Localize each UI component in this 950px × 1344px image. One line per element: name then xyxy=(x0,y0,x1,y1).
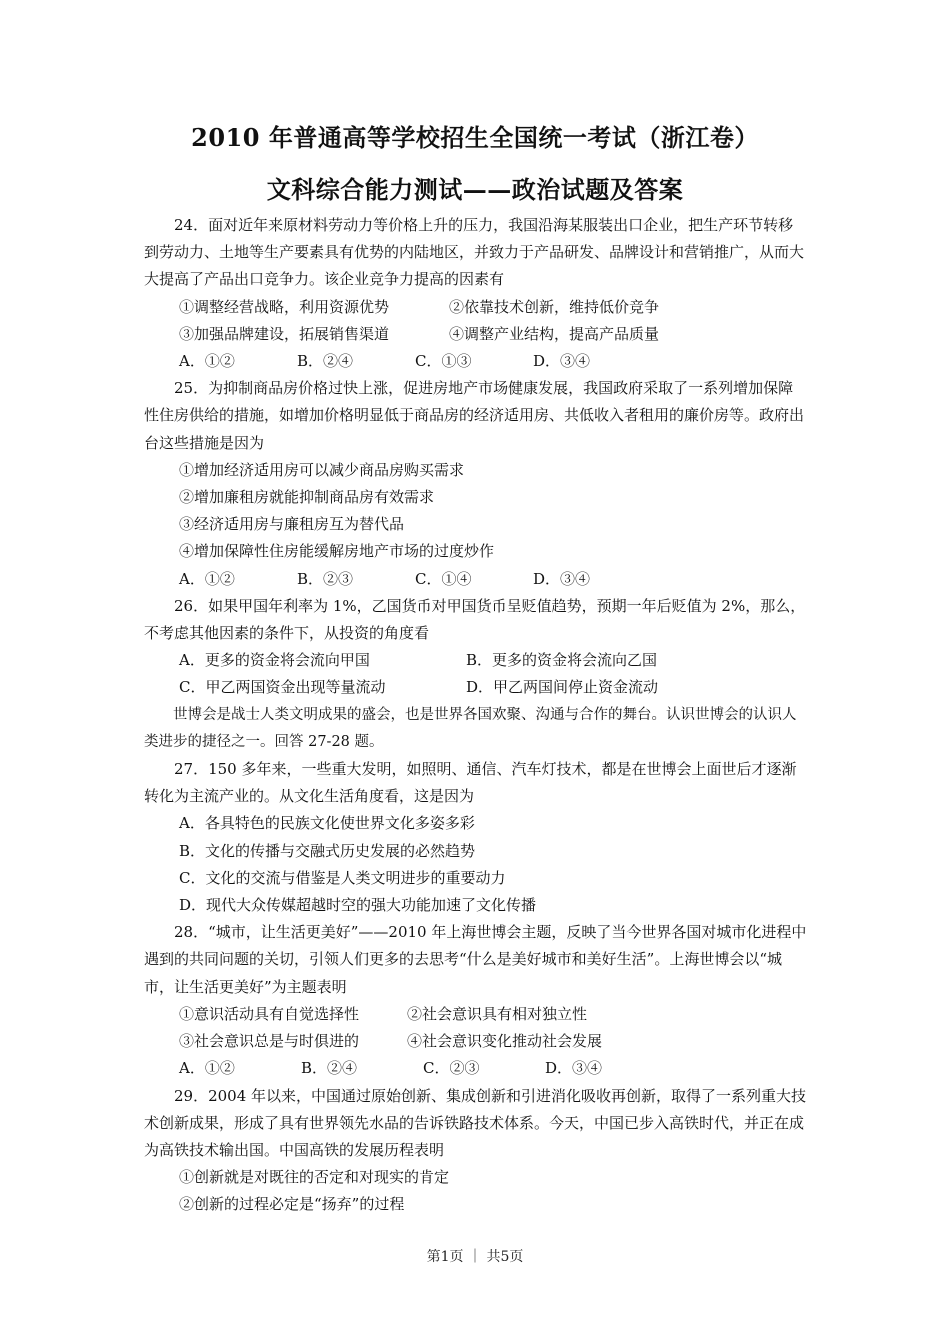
q24-items-row1 xyxy=(144,294,808,321)
q29-item1: ①创新就是对既往的否定和对现实的肯定 xyxy=(179,1168,450,1187)
q26-stem: 26．如果甲国年利率为 1%，乙国货币对甲国货币呈贬值趋势，预期一年后贬值为 2%，那么，不考虑其他因素的条件下，从投资的角度看 xyxy=(144,596,806,643)
intro-27-28: 世博会是战士人类文明成果的盛会，也是世界各国欢聚、沟通与合作的舞台。认识世博会的认识人类进步的捷径之一。回答 27-28 题。 xyxy=(144,706,797,750)
q26-choices-row2 xyxy=(144,674,808,701)
exam-subtitle: 文科综合能力测试——政治试题及答案 xyxy=(266,175,684,204)
q26-choice-a: A．更多的资金将会流向甲国 xyxy=(179,651,370,670)
q28-items-row1 xyxy=(144,1001,808,1028)
q28-choice-d: D．③④ xyxy=(545,1059,603,1078)
q24-item4: ④调整产业结构，提高产品质量 xyxy=(449,324,660,343)
q24-item2: ②依靠技术创新，维持低价竞争 xyxy=(449,297,660,316)
q26-choices-row1 xyxy=(144,647,808,674)
q25-item1: ①增加经济适用房可以减少商品房购买需求 xyxy=(179,460,465,479)
q25-stem: 25．为抑制商品房价格过快上涨，促进房地产市场健康发展，我国政府采取了一系列增加保障性住房供给的措施，如增加价格明显低于商品房的经济适用房、共低收入者租用的廉价房等。政府出台这些措施是因为 xyxy=(144,379,805,452)
q25-choice-a: A．①② xyxy=(179,569,235,588)
q27-choice-c: C．文化的交流与借鉴是人类文明进步的重要动力 xyxy=(179,868,506,887)
q25-choice-c: C．①④ xyxy=(415,569,472,588)
q29-stem: 29．2004 年以来，中国通过原始创新、集成创新和引进消化吸收再创新，取得了一系列重大技术创新成果，形成了具有世界领先水品的告诉铁路技术体系。今天，中国已步入高铁时代，并正在成为高铁技术输出国。中国高铁的发展历程表明 xyxy=(144,1086,807,1159)
q25-choice-b: B．②③ xyxy=(297,569,354,588)
q28-item4: ④社会意识变化推动社会发展 xyxy=(407,1032,603,1051)
q29-item2: ②创新的过程必定是“扬弃”的过程 xyxy=(179,1195,405,1214)
q28-item1: ①意识活动具有自觉选择性 xyxy=(179,1004,360,1023)
q24-choices xyxy=(144,348,808,375)
q28-choices xyxy=(144,1055,808,1082)
q27-choice-d: D．现代大众传媒超越时空的强大功能加速了文化传播 xyxy=(179,896,537,915)
q28-item2: ②社会意识具有相对独立性 xyxy=(407,1004,588,1023)
q24-choice-a: A．①② xyxy=(179,352,235,371)
q26-choice-c: C．甲乙两国资金出现等量流动 xyxy=(179,678,386,697)
exam-title: 2010 年普通高等学校招生全国统一考试（浙江卷） xyxy=(191,123,759,152)
q24-item3: ③加强品牌建设，拓展销售渠道 xyxy=(179,324,390,343)
q28-item3: ③社会意识总是与时俱进的 xyxy=(179,1032,360,1051)
q28-items-row2 xyxy=(144,1028,808,1055)
q24-item1: ①调整经营战略，利用资源优势 xyxy=(179,297,390,316)
q24-choice-b: B．②④ xyxy=(297,352,354,371)
q28-choice-b: B．②④ xyxy=(301,1059,358,1078)
q24-choice-d: D．③④ xyxy=(533,352,591,371)
q25-item2: ②增加廉租房就能抑制商品房有效需求 xyxy=(179,488,435,507)
q28-choice-c: C．②③ xyxy=(423,1059,480,1078)
q25-item3: ③经济适用房与廉租房互为替代品 xyxy=(179,515,405,534)
q24-choice-c: C．①③ xyxy=(415,352,472,371)
q27-stem: 27．150 多年来，一些重大发明，如照明、通信、汽车灯技术，都是在世博会上面世后才逐渐转化为主流产业的。从文化生活角度看，这是因为 xyxy=(144,760,797,806)
q28-choice-a: A．①② xyxy=(179,1059,235,1078)
q27-choice-b: B．文化的传播与交融式历史发展的必然趋势 xyxy=(179,841,476,860)
q26-choice-d: D．甲乙两国间停止资金流动 xyxy=(466,678,659,697)
q24-stem: 24．面对近年来原材料劳动力等价格上升的压力，我国沿海某服装出口企业，把生产环节转移到劳动力、土地等生产要素具有优势的内陆地区，并致力于产品研发、品牌设计和营销推广，从而大大提高了产品出口竞争力。该企业竞争力提高的因素有 xyxy=(144,216,805,289)
q25-item4: ④增加保障性住房能缓解房地产市场的过度炒作 xyxy=(179,542,495,561)
q25-choices xyxy=(144,566,808,593)
question-content xyxy=(144,212,808,1219)
q27-choice-a: A．各具特色的民族文化使世界文化多姿多彩 xyxy=(179,814,475,833)
q26-choice-b: B．更多的资金将会流向乙国 xyxy=(466,651,658,670)
page-footer: 第1页 ｜ 共5页 xyxy=(426,1249,524,1265)
q25-choice-d: D．③④ xyxy=(533,569,591,588)
q28-stem: 28．“城市，让生活更美好”——2010 年上海世博会主题，反映了当今世界各国对城市化进程中遇到的共同问题的关切，引领人们更多的去思考“什么是美好城市和美好生活”。上海世博会以“城市，让生活更美好”为主题表明 xyxy=(144,923,807,996)
q24-items-row2 xyxy=(144,321,808,348)
